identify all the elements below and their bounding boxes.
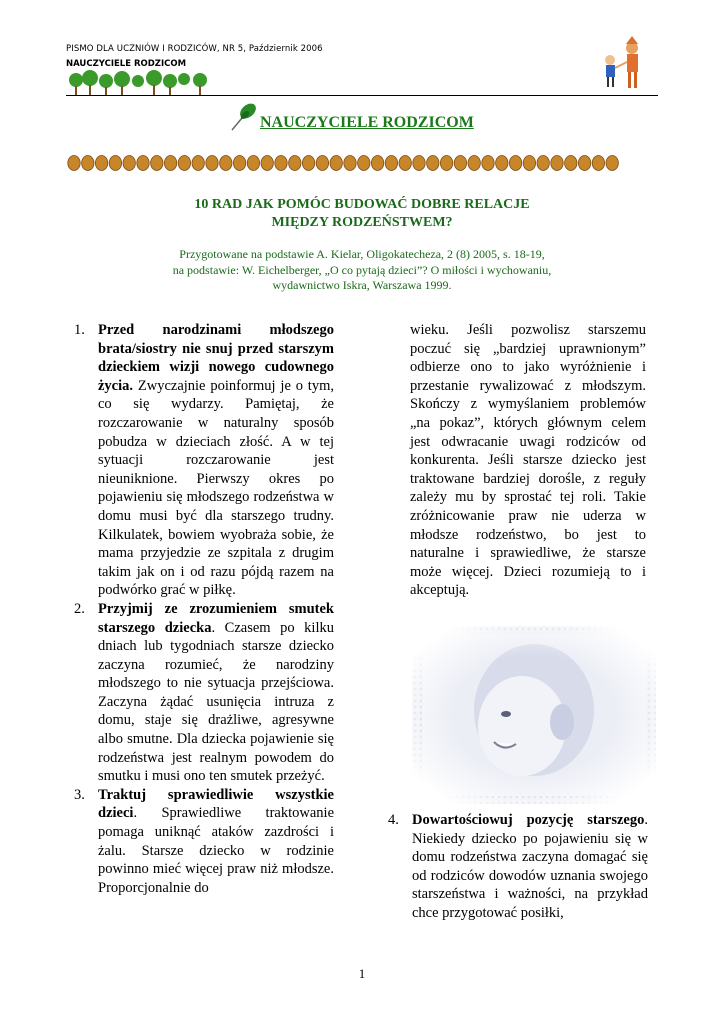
item-number: 4. [388,812,399,828]
bead [578,156,590,171]
source-line: wydawnictwo Iskra, Warszawa 1999. [272,278,452,292]
source-line: Przygotowane na podstawie A. Kielar, Oligokatecheza, 2 (8) 2005, s. 18-19, [179,247,545,261]
item-number: 1. [74,322,85,338]
bead [275,156,287,171]
bead [385,156,397,171]
bead [468,156,480,171]
item-text: . Sprawiedliwe traktowanie pomaga uniknąć ataków zazdrości i żalu. Starsze dziecko w rodzinie powinno mieć więcej praw niż młodsze. Proporcjonalnie do [98,805,334,896]
bead [523,156,535,171]
bead [261,156,273,171]
children-illustration [596,34,656,94]
source-line: na podstawie: W. Eichelberger, „O co pytają dzieci”? O miłości i wychowaniu, [172,262,552,277]
bead [316,156,328,171]
bead [151,156,163,171]
bead [137,156,149,171]
header-section: NAUCZYCIELE RODZICOM [66,59,187,69]
item-heading: Przed narodzinami młodszego brata/siostry nie snuj przed starszym dzieckiem wizji nowego cudownego życia. [98,322,334,394]
article-title-line: 10 RAD JAK POMÓC BUDOWAĆ DOBRE RELACJE [194,197,530,212]
bead [95,156,107,171]
item-text: . Czasem po kilku dniach lub tygodniach starsze dziecko zaczyna rozumieć, że narodziny młodszego to nie sytuacja przejściowa. Zaczyna żądać usunięcia intruza z domu, staje się drażliwe, agresywne albo smutne. Dla dziecka pojawienie się rodzeństwa jest realnym powodem do smutku i musi ono ten smutek przeżyć. [98,619,334,785]
header-rule [66,95,658,96]
list-item [72,321,334,600]
bead [233,156,245,171]
bead [164,156,176,171]
bead [178,156,190,171]
article-source [0,247,724,294]
trees-illustration [66,66,226,98]
bead [68,156,80,171]
section-title: NAUCZYCIELE RODZICOM [260,114,474,131]
bead [371,156,383,171]
bead [482,156,494,171]
bead [592,156,604,171]
bead [330,156,342,171]
baby-photo [412,626,656,804]
bead [358,156,370,171]
bead [123,156,135,171]
item-text: . Niekiedy dziecko po pojawieniu się w domu rodzeństwa zaczyna domagać się od rodziców dowodów uznania swojego starszeństwa i ważności, na przykład chce przygotować posiłki, [412,812,648,921]
advice-list [386,811,648,923]
page-number: 1 [358,966,366,981]
list-item [72,600,334,786]
bead [344,156,356,171]
bead [537,156,549,171]
bead [440,156,452,171]
bead [496,156,508,171]
bead [302,156,314,171]
item-text: Zwyczajnie poinformuj je o tym, co się wydarzy. Pamiętaj, że rozczarowanie w naturalny sposób pobudza w dzieciach złość. A w tej sytuacji rozczarowanie jest nieuniknione. Pierwszy okres po pojawieniu się młodszego rodzeństwa w domu musi być dla starszego trudny. Kilkulatek, bowiem wyobraża sobie, że mama przyjedzie ze szpitala z drugim takim jak on i od razu pójdą razem na podwórko grać w piłkę. [98,377,334,599]
item-number: 3. [74,786,85,803]
bead [427,156,439,171]
right-column-bottom [386,811,648,923]
left-column [72,321,334,897]
article-title [0,196,724,232]
bead [509,156,521,171]
header-publication: PISMO DLA UCZNIÓW I RODZICÓW, NR 5, Październik 2006 [66,44,323,54]
continuation-paragraph: wieku. Jeśli pozwolisz starszemu poczuć się „bardziej uprawnionym” odbierze ono to jako wyróżnienie i przestanie rywalizować z młodszym. Skończy z wymyślaniem problemów „na pokaz”, których głównym celem jest odwracanie uwagi rodziców od konkurenta. Jeśli starsze dziecko jest traktowane bardziej dorośle, z reguły zależy mu by sprostać tej roli. Takie zróżnicowanie praw nie uderza w młodsze rodzeństwo, bo jest to naturalne i sprawiedliwe, że starsze może więcej. Dzieci rozumieją to i akceptują. [410,322,646,599]
list-item [386,811,648,923]
pushpin-icon [228,100,260,132]
bead [206,156,218,171]
article-title-line: MIĘDZY RODZEŃSTWEM? [271,215,453,230]
item-number: 2. [74,600,85,617]
list-item [72,786,334,898]
bead [289,156,301,171]
item-heading: Przyjmij ze zrozumieniem smutek starszego dziecka [98,600,334,636]
bead [606,156,618,171]
advice-list [72,321,334,897]
bead-divider [67,154,619,172]
bead [82,156,94,171]
bead [192,156,204,171]
bead [565,156,577,171]
bead [109,156,121,171]
bead [454,156,466,171]
bead [413,156,425,171]
bead [220,156,232,171]
item-heading: Traktuj sprawiedliwie wszystkie dzieci [98,786,334,822]
bead [399,156,411,171]
bead [551,156,563,171]
item-heading: Dowartościowuj pozycję starszego [412,812,645,828]
bead [247,156,259,171]
